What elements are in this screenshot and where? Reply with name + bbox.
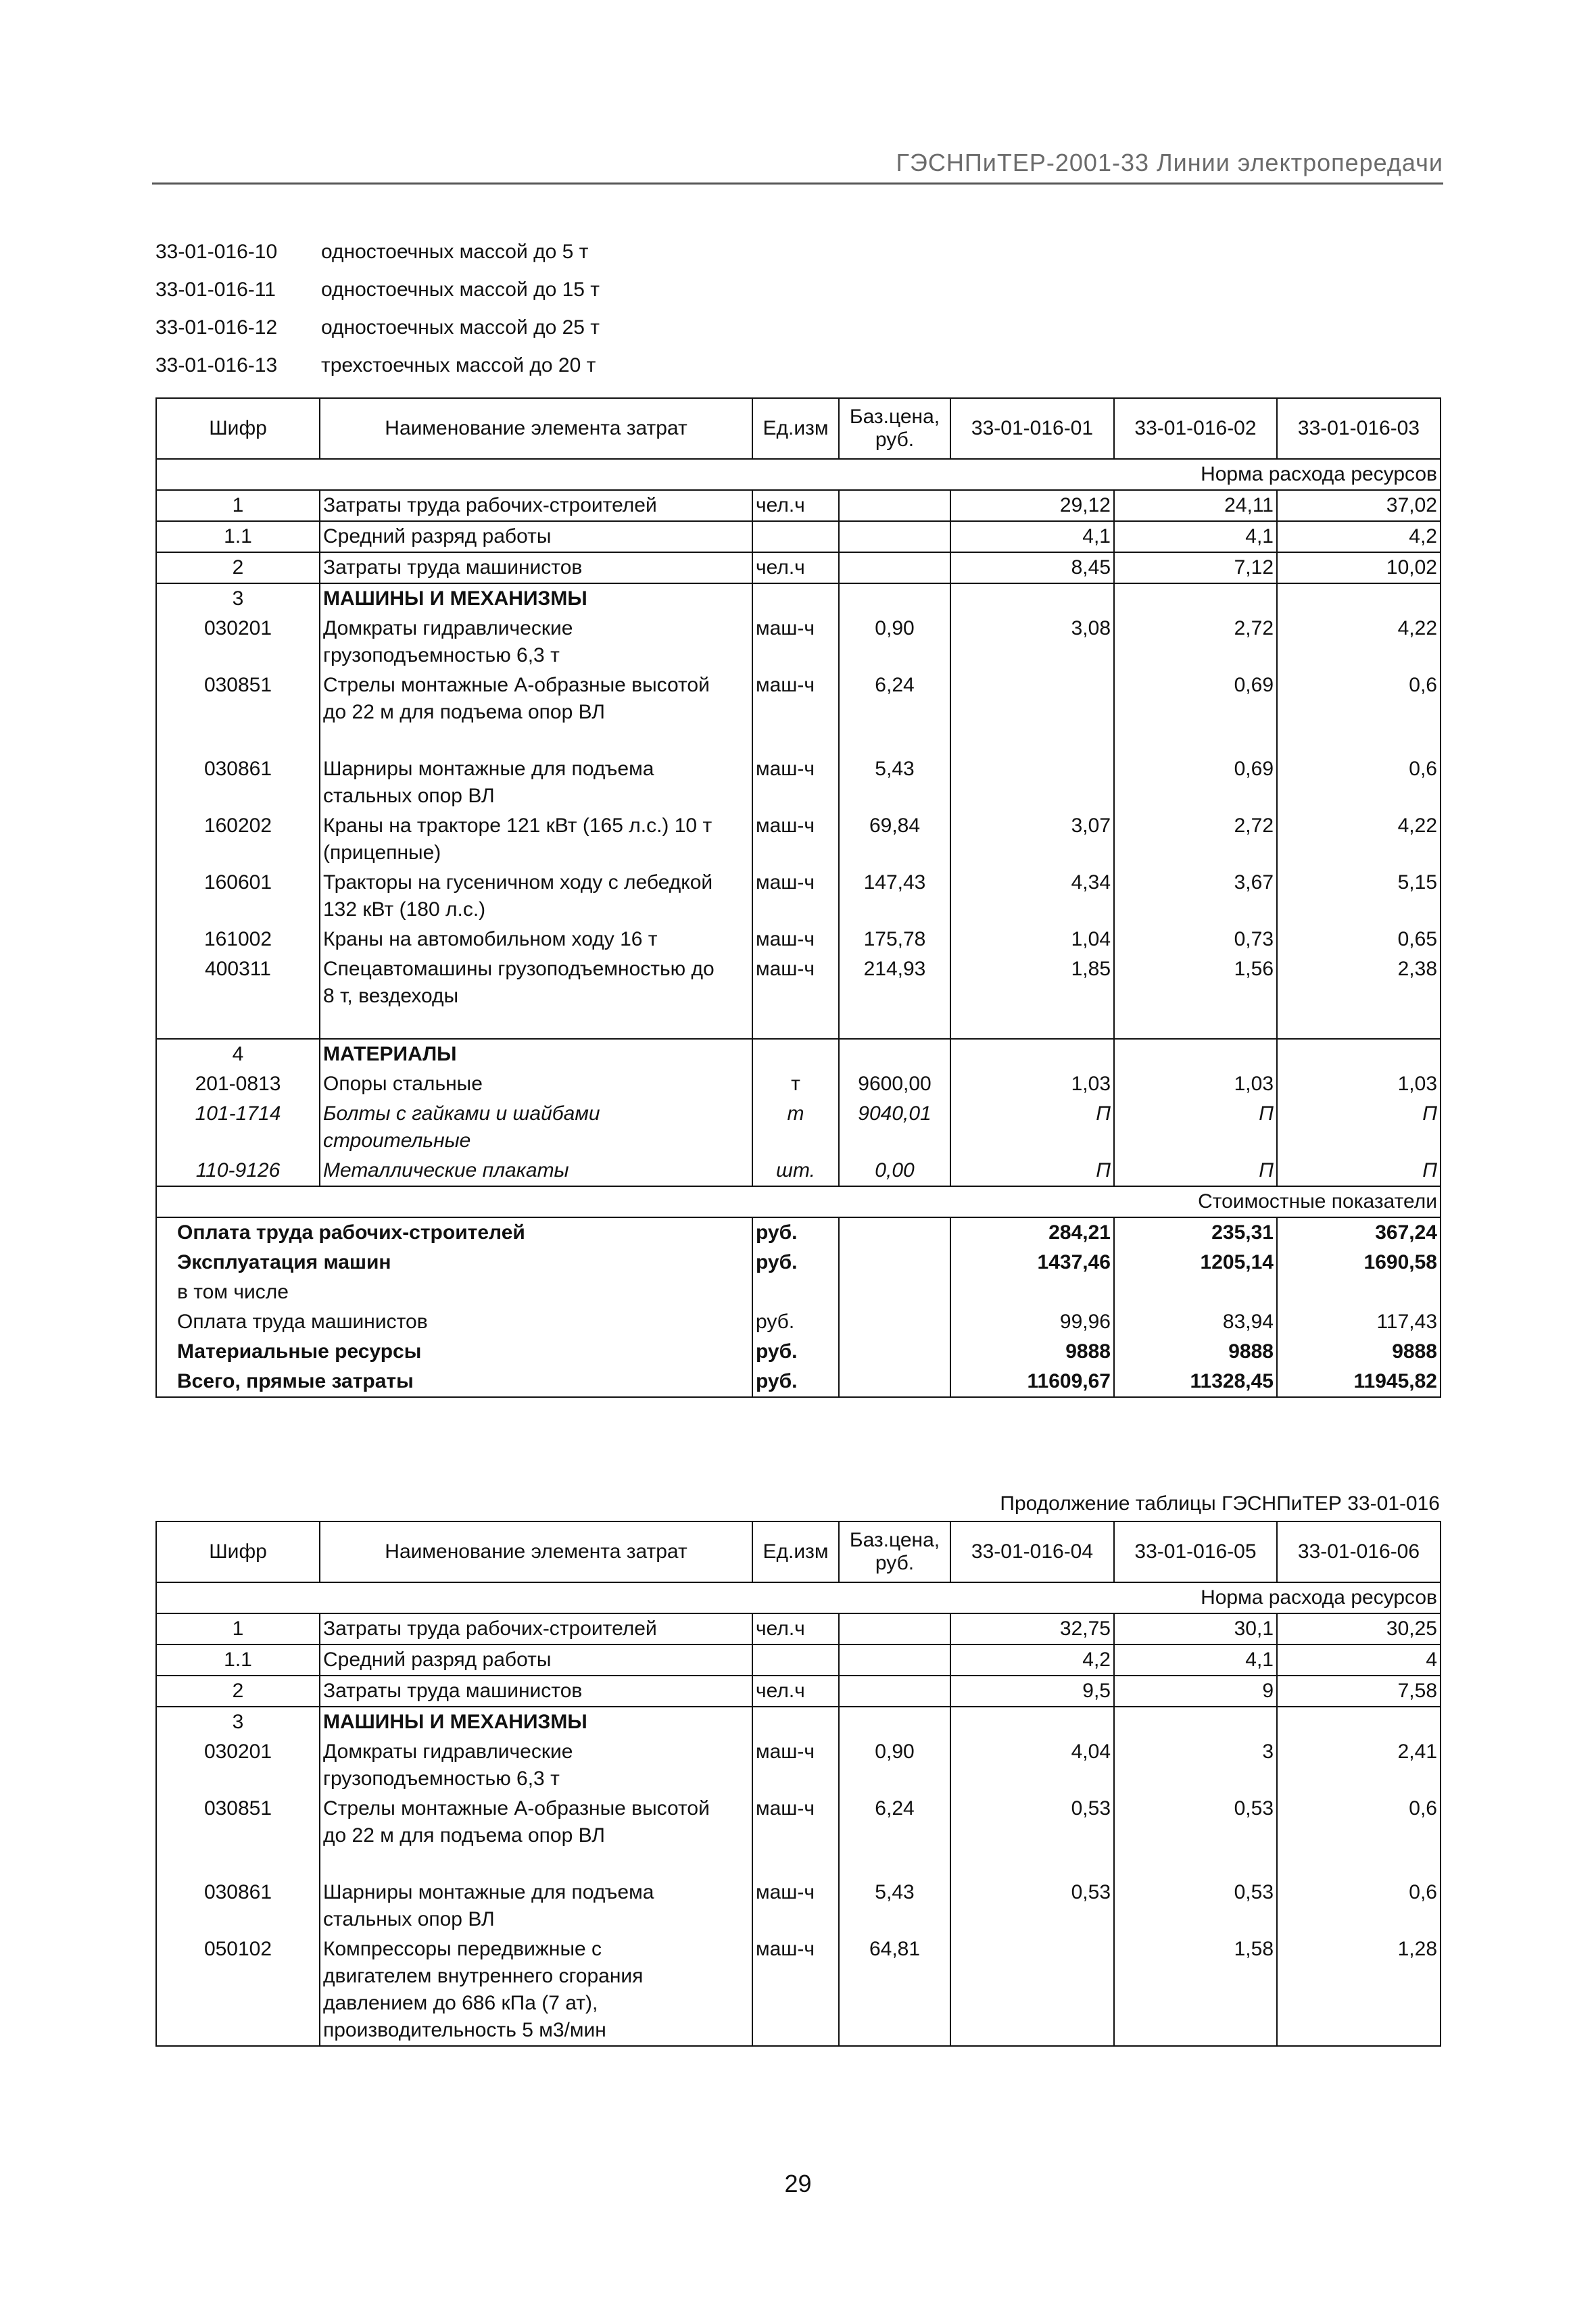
row-value-2: 0,53 <box>1114 1878 1277 1934</box>
table-row <box>156 754 1441 811</box>
header-col-1: 33-01-016-01 <box>950 398 1114 459</box>
row-value-1: 3,07 <box>950 811 1114 868</box>
row-name-line1: Тракторы на гусеничном ходу с лебедкой <box>323 871 713 894</box>
row-price: 0,90 <box>839 1737 950 1794</box>
row-name-line1: Шарниры монтажные для подъема <box>323 1881 654 1903</box>
row-value-3: 30,25 <box>1277 1613 1441 1644</box>
row-value-3: 0,65 <box>1277 925 1441 954</box>
row-name-line2: до 22 м для подъема опор ВЛ <box>323 701 605 723</box>
row-name: Металлические плакаты <box>320 1156 752 1186</box>
row-value-1: 4,1 <box>950 521 1114 552</box>
row-code: 2 <box>156 1676 320 1707</box>
header-name: Наименование элемента затрат <box>320 398 752 459</box>
row-unit: маш-ч <box>752 1934 839 2046</box>
row-value-2: 4,1 <box>1114 521 1277 552</box>
row-price: 6,24 <box>839 671 950 727</box>
total-name: Эксплуатация машин <box>156 1248 752 1277</box>
table-row <box>156 614 1441 671</box>
table-row <box>156 1676 1441 1707</box>
row-value-1: 4,2 <box>950 1644 1114 1676</box>
total-value-3: 11945,82 <box>1277 1367 1441 1397</box>
row-unit: чел.ч <box>752 1676 839 1707</box>
row-value-2: 24,11 <box>1114 490 1277 521</box>
total-name: в том числе <box>156 1277 752 1307</box>
table-row <box>156 671 1441 727</box>
row-value-3: 0,6 <box>1277 1878 1441 1934</box>
row-value-1: 9,5 <box>950 1676 1114 1707</box>
row-price <box>839 1676 950 1707</box>
row-value-1 <box>950 754 1114 811</box>
row-name-line2: грузоподъемностью 6,3 т <box>323 644 560 666</box>
row-value-1: П <box>950 1099 1114 1156</box>
row-name-line1: Компрессоры передвижные с <box>323 1938 602 1960</box>
row-value-1: 29,12 <box>950 490 1114 521</box>
row-name-line1: Стрелы монтажные А-образные высотой <box>323 674 710 696</box>
header-price-line1: Баз.цена, <box>849 406 940 428</box>
row-unit: маш-ч <box>752 954 839 1011</box>
row-value-3: П <box>1277 1099 1441 1156</box>
section-title: МАШИНЫ И МЕХАНИЗМЫ <box>320 1707 752 1737</box>
row-code: 030201 <box>156 1737 320 1794</box>
row-value-3: 1,28 <box>1277 1934 1441 2046</box>
spacer-row <box>156 1011 1441 1039</box>
row-name: Затраты труда рабочих-строителей <box>320 490 752 521</box>
row-price: 64,81 <box>839 1934 950 2046</box>
row-name <box>320 868 752 925</box>
norma-label: Норма расхода ресурсов <box>156 1582 1441 1613</box>
spacer-row <box>156 727 1441 754</box>
row-value-1: П <box>950 1156 1114 1186</box>
row-value-1 <box>950 671 1114 727</box>
table-row <box>156 521 1441 552</box>
row-name <box>320 1794 752 1851</box>
row-unit: маш-ч <box>752 671 839 727</box>
row-code: 101-1714 <box>156 1099 320 1156</box>
row-value-3: 4,2 <box>1277 521 1441 552</box>
header-code: Шифр <box>156 1521 320 1582</box>
table-row <box>156 490 1441 521</box>
sub-item-code: 33-01-016-10 <box>155 241 278 263</box>
header-price-line1: Баз.цена, <box>849 1529 940 1551</box>
table-row <box>156 954 1441 1011</box>
sub-items-list <box>155 233 600 385</box>
total-row <box>156 1217 1441 1248</box>
total-value-2: 83,94 <box>1114 1307 1277 1337</box>
row-value-3: 2,38 <box>1277 954 1441 1011</box>
sub-item <box>155 233 600 271</box>
row-code: 160601 <box>156 868 320 925</box>
total-unit: руб. <box>752 1217 839 1248</box>
row-name-line2: двигателем внутреннего сгорания <box>323 1965 644 1987</box>
table-row <box>156 868 1441 925</box>
row-value-2: 2,72 <box>1114 811 1277 868</box>
row-code: 030851 <box>156 1794 320 1851</box>
header-col-3: 33-01-016-06 <box>1277 1521 1441 1582</box>
row-value-1: 4,34 <box>950 868 1114 925</box>
row-value-1: 3,08 <box>950 614 1114 671</box>
row-name-line2: (прицепные) <box>323 842 441 864</box>
row-unit: маш-ч <box>752 1794 839 1851</box>
header-col-3: 33-01-016-03 <box>1277 398 1441 459</box>
sub-item-code: 33-01-016-11 <box>155 278 276 301</box>
row-value-3: 5,15 <box>1277 868 1441 925</box>
row-price: 147,43 <box>839 868 950 925</box>
row-value-1: 32,75 <box>950 1613 1114 1644</box>
total-value-3: 9888 <box>1277 1337 1441 1367</box>
row-price: 0,90 <box>839 614 950 671</box>
row-unit <box>752 1644 839 1676</box>
row-name: Опоры стальные <box>320 1069 752 1099</box>
sub-item-text: трехстоечных массой до 20 т <box>321 354 596 376</box>
row-unit: маш-ч <box>752 925 839 954</box>
total-unit: руб. <box>752 1337 839 1367</box>
row-name-line2: стальных опор ВЛ <box>323 1908 495 1930</box>
row-value-3: 1,03 <box>1277 1069 1441 1099</box>
row-value-1: 1,04 <box>950 925 1114 954</box>
row-name <box>320 1878 752 1934</box>
row-unit: маш-ч <box>752 811 839 868</box>
row-value-1: 1,85 <box>950 954 1114 1011</box>
norma-label: Норма расхода ресурсов <box>156 459 1441 490</box>
row-code: 160202 <box>156 811 320 868</box>
row-name-line2: стальных опор ВЛ <box>323 785 495 807</box>
row-value-3: 7,58 <box>1277 1676 1441 1707</box>
row-code: 030861 <box>156 754 320 811</box>
row-name <box>320 811 752 868</box>
sub-item-text: одностоечных массой до 25 т <box>321 316 600 339</box>
sub-item-code: 33-01-016-12 <box>155 316 278 339</box>
row-name: Краны на автомобильном ходу 16 т <box>320 925 752 954</box>
table-header-row <box>156 1521 1441 1582</box>
row-unit: маш-ч <box>752 754 839 811</box>
row-code: 400311 <box>156 954 320 1011</box>
row-value-3: 37,02 <box>1277 490 1441 521</box>
row-name: Средний разряд работы <box>320 521 752 552</box>
row-name-line1: Спецавтомашины грузоподъемностью до <box>323 958 715 980</box>
row-name-line2: строительные <box>323 1129 471 1152</box>
total-name: Всего, прямые затраты <box>156 1367 752 1397</box>
running-header: ГЭСНПиТЕР-2001-33 Линии электропередачи <box>896 149 1443 176</box>
row-unit: маш-ч <box>752 1878 839 1934</box>
total-name: Материальные ресурсы <box>156 1337 752 1367</box>
row-unit: шт. <box>752 1156 839 1186</box>
header-rule <box>152 182 1443 185</box>
total-value-3: 1690,58 <box>1277 1248 1441 1277</box>
table-row <box>156 1794 1441 1851</box>
row-value-3: 0,6 <box>1277 671 1441 727</box>
cost-row <box>156 1186 1441 1217</box>
total-row <box>156 1337 1441 1367</box>
total-row <box>156 1367 1441 1397</box>
row-name-line1: Домкраты гидравлические <box>323 1740 573 1763</box>
sub-item-text: одностоечных массой до 5 т <box>321 241 589 263</box>
table-row <box>156 1878 1441 1934</box>
continuation-caption: Продолжение таблицы ГЭСНПиТЕР 33-01-016 <box>1000 1492 1440 1515</box>
section-code: 4 <box>156 1039 320 1069</box>
row-unit: чел.ч <box>752 552 839 583</box>
row-value-2: 0,69 <box>1114 671 1277 727</box>
row-value-3: 2,41 <box>1277 1737 1441 1794</box>
row-code: 1 <box>156 490 320 521</box>
total-value-2: 9888 <box>1114 1337 1277 1367</box>
row-price <box>839 1644 950 1676</box>
row-name-line3: давлением до 686 кПа (7 ат), <box>323 1992 598 2014</box>
total-value-1: 1437,46 <box>950 1248 1114 1277</box>
header-unit: Ед.изм <box>752 398 839 459</box>
row-price: 69,84 <box>839 811 950 868</box>
total-unit: руб. <box>752 1367 839 1397</box>
row-unit: т <box>752 1099 839 1156</box>
total-row <box>156 1307 1441 1337</box>
row-name: Средний разряд работы <box>320 1644 752 1676</box>
header-code: Шифр <box>156 398 320 459</box>
row-value-2: 1,03 <box>1114 1069 1277 1099</box>
row-unit: маш-ч <box>752 614 839 671</box>
page-number: 29 <box>784 2170 812 2197</box>
row-value-3: 0,6 <box>1277 1794 1441 1851</box>
sub-item <box>155 271 600 309</box>
row-value-3: 0,6 <box>1277 754 1441 811</box>
row-code: 201-0813 <box>156 1069 320 1099</box>
table-row <box>156 552 1441 583</box>
row-code: 161002 <box>156 925 320 954</box>
row-price: 175,78 <box>839 925 950 954</box>
header-price-line2: руб. <box>875 429 915 451</box>
row-value-2: П <box>1114 1099 1277 1156</box>
row-value-3: П <box>1277 1156 1441 1186</box>
table-row <box>156 811 1441 868</box>
row-value-2: П <box>1114 1156 1277 1186</box>
row-name <box>320 1099 752 1156</box>
header-col-2: 33-01-016-05 <box>1114 1521 1277 1582</box>
row-value-2: 1,56 <box>1114 954 1277 1011</box>
row-value-2: 0,73 <box>1114 925 1277 954</box>
row-name-line1: Стрелы монтажные А-образные высотой <box>323 1797 710 1820</box>
total-value-3: 117,43 <box>1277 1307 1441 1337</box>
table-row <box>156 1644 1441 1676</box>
table-row <box>156 1099 1441 1156</box>
row-name-line2: грузоподъемностью 6,3 т <box>323 1768 560 1790</box>
row-value-1: 0,53 <box>950 1794 1114 1851</box>
row-name <box>320 954 752 1011</box>
spacer-row <box>156 1851 1441 1878</box>
row-name <box>320 614 752 671</box>
sub-item <box>155 347 600 385</box>
row-name-line1: Домкраты гидравлические <box>323 617 573 639</box>
row-value-2: 1,58 <box>1114 1934 1277 2046</box>
row-name <box>320 671 752 727</box>
row-value-2: 0,53 <box>1114 1794 1277 1851</box>
row-code: 110-9126 <box>156 1156 320 1186</box>
total-value-2: 235,31 <box>1114 1217 1277 1248</box>
total-value-1: 99,96 <box>950 1307 1114 1337</box>
header-price <box>839 398 950 459</box>
row-code: 030861 <box>156 1878 320 1934</box>
row-unit <box>752 521 839 552</box>
row-name <box>320 754 752 811</box>
row-value-3: 4 <box>1277 1644 1441 1676</box>
total-row <box>156 1248 1441 1277</box>
total-value-3: 367,24 <box>1277 1217 1441 1248</box>
table-row <box>156 1934 1441 2046</box>
row-name-line1: Краны на тракторе 121 кВт (165 л.с.) 10 т <box>323 814 712 837</box>
row-unit: чел.ч <box>752 490 839 521</box>
row-code: 030851 <box>156 671 320 727</box>
row-unit: маш-ч <box>752 868 839 925</box>
row-value-1: 8,45 <box>950 552 1114 583</box>
total-unit: руб. <box>752 1307 839 1337</box>
table-row <box>156 1613 1441 1644</box>
row-name <box>320 1737 752 1794</box>
section-title: МАШИНЫ И МЕХАНИЗМЫ <box>320 583 752 614</box>
norma-row <box>156 1582 1441 1613</box>
row-price <box>839 490 950 521</box>
row-code: 1 <box>156 1613 320 1644</box>
total-value-2: 11328,45 <box>1114 1367 1277 1397</box>
row-value-1: 1,03 <box>950 1069 1114 1099</box>
row-price <box>839 521 950 552</box>
table-row <box>156 925 1441 954</box>
section-row <box>156 583 1441 614</box>
row-unit: чел.ч <box>752 1613 839 1644</box>
total-name: Оплата труда машинистов <box>156 1307 752 1337</box>
section-title: МАТЕРИАЛЫ <box>320 1039 752 1069</box>
row-unit: т <box>752 1069 839 1099</box>
row-price: 0,00 <box>839 1156 950 1186</box>
header-name: Наименование элемента затрат <box>320 1521 752 1582</box>
total-name: Оплата труда рабочих-строителей <box>156 1217 752 1248</box>
sub-item-code: 33-01-016-13 <box>155 354 278 376</box>
cost-label: Стоимостные показатели <box>156 1186 1441 1217</box>
row-value-2: 30,1 <box>1114 1613 1277 1644</box>
row-price: 6,24 <box>839 1794 950 1851</box>
section-row <box>156 1039 1441 1069</box>
row-value-2: 2,72 <box>1114 614 1277 671</box>
row-value-2: 3 <box>1114 1737 1277 1794</box>
section-code: 3 <box>156 1707 320 1737</box>
section-code: 3 <box>156 583 320 614</box>
row-price <box>839 1613 950 1644</box>
norma-row <box>156 459 1441 490</box>
table-row <box>156 1069 1441 1099</box>
total-value-1: 284,21 <box>950 1217 1114 1248</box>
section-row <box>156 1707 1441 1737</box>
total-value-1: 9888 <box>950 1337 1114 1367</box>
row-name: Затраты труда рабочих-строителей <box>320 1613 752 1644</box>
table-header-row <box>156 398 1441 459</box>
row-value-1: 0,53 <box>950 1878 1114 1934</box>
row-value-1 <box>950 1934 1114 2046</box>
row-name <box>320 1934 752 2046</box>
row-price <box>839 552 950 583</box>
row-code: 1.1 <box>156 1644 320 1676</box>
table-row <box>156 1156 1441 1186</box>
row-code: 030201 <box>156 614 320 671</box>
row-name: Затраты труда машинистов <box>320 552 752 583</box>
row-value-3: 4,22 <box>1277 614 1441 671</box>
table-row <box>156 1737 1441 1794</box>
row-price: 214,93 <box>839 954 950 1011</box>
row-name-line1: Шарниры монтажные для подъема <box>323 758 654 780</box>
row-value-2: 0,69 <box>1114 754 1277 811</box>
row-code: 1.1 <box>156 521 320 552</box>
resource-table-1 <box>155 397 1441 1398</box>
row-name-line4: производительность 5 м3/мин <box>323 2019 606 2041</box>
row-value-2: 7,12 <box>1114 552 1277 583</box>
row-price: 9600,00 <box>839 1069 950 1099</box>
row-name-line2: 132 кВт (180 л.с.) <box>323 898 486 921</box>
row-name-line2: до 22 м для подъема опор ВЛ <box>323 1824 605 1847</box>
row-code: 2 <box>156 552 320 583</box>
row-unit: маш-ч <box>752 1737 839 1794</box>
row-value-2: 9 <box>1114 1676 1277 1707</box>
total-value-1: 11609,67 <box>950 1367 1114 1397</box>
total-row <box>156 1277 1441 1307</box>
total-unit: руб. <box>752 1248 839 1277</box>
header-price <box>839 1521 950 1582</box>
row-name-line1: Болты с гайками и шайбами <box>323 1102 600 1125</box>
row-name: Затраты труда машинистов <box>320 1676 752 1707</box>
header-col-1: 33-01-016-04 <box>950 1521 1114 1582</box>
row-value-1: 4,04 <box>950 1737 1114 1794</box>
row-code: 050102 <box>156 1934 320 2046</box>
row-price: 9040,01 <box>839 1099 950 1156</box>
resource-table-2 <box>155 1521 1441 2047</box>
header-price-line2: руб. <box>875 1552 915 1574</box>
row-value-2: 4,1 <box>1114 1644 1277 1676</box>
total-value-2: 1205,14 <box>1114 1248 1277 1277</box>
row-name-line2: 8 т, вездеходы <box>323 985 459 1007</box>
sub-item <box>155 309 600 347</box>
sub-item-text: одностоечных массой до 15 т <box>321 278 600 301</box>
header-col-2: 33-01-016-02 <box>1114 398 1277 459</box>
header-unit: Ед.изм <box>752 1521 839 1582</box>
row-value-2: 3,67 <box>1114 868 1277 925</box>
row-price: 5,43 <box>839 754 950 811</box>
row-value-3: 10,02 <box>1277 552 1441 583</box>
row-value-3: 4,22 <box>1277 811 1441 868</box>
row-price: 5,43 <box>839 1878 950 1934</box>
